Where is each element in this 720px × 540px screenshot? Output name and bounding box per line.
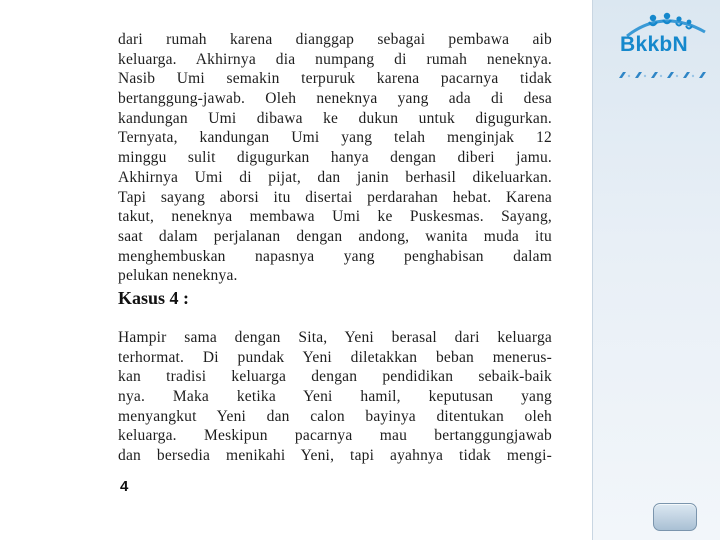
paragraph-story-yeni (118, 328, 552, 466)
text-line: Tapi sayang aborsi itu disertai perdarahan hebat. Karena (118, 188, 552, 206)
text-line: keluarga. Meskipun pacarnya mau bertanggungjawab (118, 427, 552, 445)
slide-nav-button[interactable] (653, 503, 697, 531)
text-line: dari rumah karena dianggap sebagai pembawa aib (118, 31, 552, 48)
text-line: minggu sulit digugurkan hanya dengan diberi jamu. (118, 149, 552, 167)
paragraph-story-umi (118, 30, 552, 286)
text-line: saat dalam perjalanan dengan andong, wanita muda itu (118, 227, 552, 245)
sidebar-panel (592, 0, 720, 540)
page-number: 4 (120, 478, 129, 495)
text-line: bertanggung-jawab. Oleh neneknya yang ada di desa (118, 90, 552, 108)
decorative-dots-icon (617, 70, 713, 80)
text-line: takut, neneknya membawa Umi ke Puskesmas. Sayang, (118, 208, 552, 226)
text-line: keluarga. Akhirnya dia numpang di rumah neneknya. (118, 50, 552, 68)
text-line: Ternyata, kandungan Umi yang telah menginjak 12 (118, 129, 552, 147)
text-line: kan tradisi keluarga dengan pendidikan sebaik-baik (118, 368, 552, 386)
text-line: Nasib Umi semakin terpuruk karena pacarnya tidak (118, 70, 552, 88)
logo-wordmark: BkkbN (620, 33, 689, 56)
text-line: terhormat. Di pundak Yeni diletakkan beban menerus- (118, 348, 552, 366)
text-line: Akhirnya Umi di pijat, dan janin berhasil dikeluarkan. (118, 168, 552, 186)
section-heading-kasus-4: Kasus 4 : (118, 288, 190, 308)
text-line: pelukan neneknya. (118, 267, 238, 285)
text-line: kandungan Umi dibawa ke dukun untuk digugurkan. (118, 109, 552, 127)
text-line: nya. Maka ketika Yeni hamil, keputusan yang (118, 388, 552, 406)
text-line: Hampir sama dengan Sita, Yeni berasal dari keluarga (118, 329, 552, 346)
text-line: dan bersedia menikahi Yeni, tapi ayahnya tidak mengi- (118, 447, 552, 465)
text-line: menyangkut Yeni dan calon bayinya ditentukan oleh (118, 407, 552, 425)
text-line: menghembuskan napasnya yang penghabisan dalam (118, 247, 552, 265)
